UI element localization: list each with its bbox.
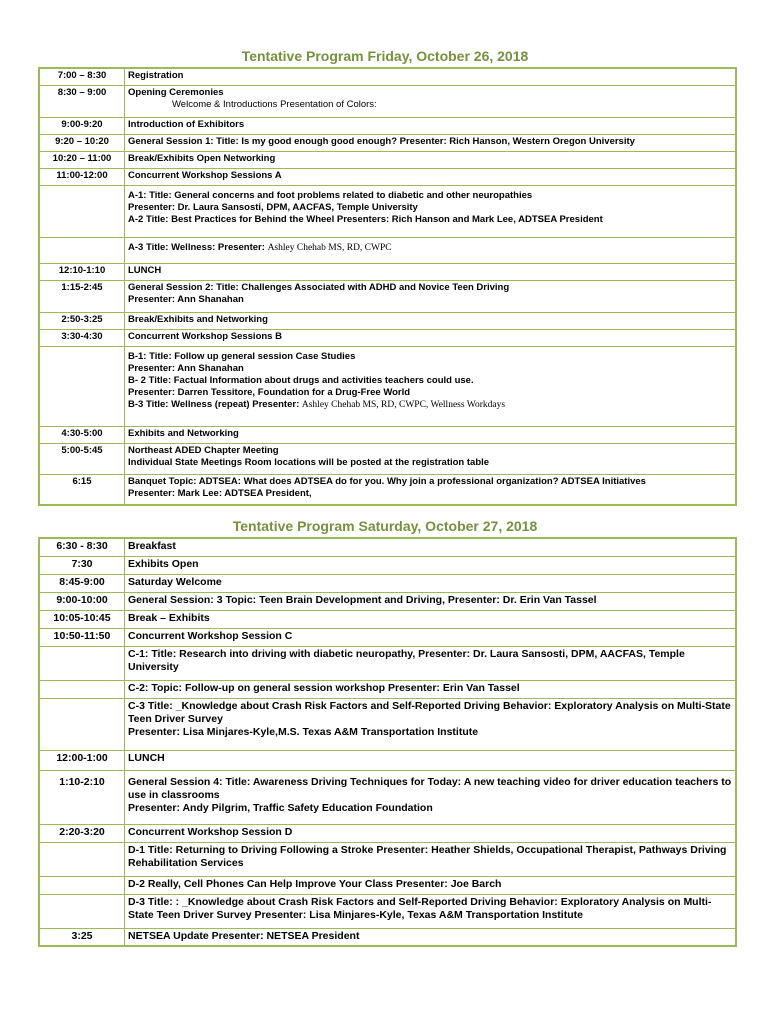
time-cell xyxy=(39,185,125,237)
event-cell: D-2 Really, Cell Phones Can Help Improve Your Class Presenter: Joe Barch xyxy=(125,876,737,894)
time-cell xyxy=(39,237,125,263)
event-cell xyxy=(125,346,737,426)
session-line: Presenter: Mark Lee: ADTSEA President, xyxy=(128,487,312,499)
session-line: Presenter: Ann Shanahan xyxy=(128,293,244,305)
session-line: A-3 Title: Wellness: Presenter: xyxy=(128,241,268,253)
time-cell: 5:00-5:45 xyxy=(39,443,125,474)
session-line: Banquet Topic: ADTSEA: What does ADTSEA do for you. Why join a professional organization? ADTSEA Initiatives xyxy=(128,475,646,487)
event-cell: D-3 Title: : _Knowledge about Crash Risk Factors and Self-Reported Driving Behavior: Exploratory Analysis on Multi-State Teen Driver Survey Presenter: Lisa Minjares-Kyle, Texas A&M Transportation Institute xyxy=(125,894,737,928)
table-row xyxy=(39,346,736,426)
time-cell xyxy=(39,698,125,750)
time-cell: 6:15 xyxy=(39,474,125,505)
time-cell: 4:30-5:00 xyxy=(39,426,125,443)
presenter-name: Ashley Chehab MS, RD, CWPC, Wellness Workdays xyxy=(301,400,506,411)
event-cell: Concurrent Workshop Sessions B xyxy=(125,329,737,346)
table-row xyxy=(39,538,736,556)
table-row xyxy=(39,876,736,894)
time-cell: 6:30 - 8:30 xyxy=(39,538,125,556)
time-cell: 3:25 xyxy=(39,928,125,946)
time-cell: 2:20-3:20 xyxy=(39,824,125,842)
time-cell: 8:30 – 9:00 xyxy=(39,85,125,117)
time-cell: 7:00 – 8:30 xyxy=(39,68,125,85)
time-cell: 7:30 xyxy=(39,556,125,574)
session-line: Northeast ADED Chapter Meeting xyxy=(128,444,279,456)
time-cell: 8:45-9:00 xyxy=(39,574,125,592)
table-row xyxy=(39,312,736,329)
table-row xyxy=(39,842,736,876)
session-line: Presenter: Darren Tessitore, Foundation for a Drug-Free World xyxy=(128,386,411,398)
event-cell: Exhibits Open xyxy=(125,556,737,574)
table-row xyxy=(39,151,736,168)
event-cell: Break/Exhibits and Networking xyxy=(125,312,737,329)
time-cell: 1:15-2:45 xyxy=(39,280,125,312)
time-cell: 9:00-10:00 xyxy=(39,592,125,610)
time-cell xyxy=(39,894,125,928)
time-cell: 12:10-1:10 xyxy=(39,263,125,280)
session-line xyxy=(128,399,732,411)
session-line: Individual State Meetings Room locations will be posted at the registration table xyxy=(128,456,490,468)
session-line: Presenter: Ann Shanahan xyxy=(128,362,244,374)
time-cell xyxy=(39,680,125,698)
event-cell: Concurrent Workshop Sessions A xyxy=(125,168,737,185)
event-cell xyxy=(125,698,737,750)
event-cell xyxy=(125,85,737,117)
event-cell: LUNCH xyxy=(125,263,737,280)
event-cell: C-2: Topic: Follow-up on general session workshop Presenter: Erin Van Tassel xyxy=(125,680,737,698)
table-row xyxy=(39,894,736,928)
session-line: Presenter: Andy Pilgrim, Traffic Safety Education Foundation xyxy=(128,802,433,815)
table-row xyxy=(39,117,736,134)
table-row xyxy=(39,329,736,346)
table-row xyxy=(39,134,736,151)
session-line: General Session 4: Title: Awareness Driving Techniques for Today: A new teaching video for driver education teachers to use in classrooms xyxy=(128,775,732,801)
time-cell: 2:50-3:25 xyxy=(39,312,125,329)
time-cell: 11:00-12:00 xyxy=(39,168,125,185)
event-cell: General Session: 3 Topic: Teen Brain Development and Driving, Presenter: Dr. Erin Van Tassel xyxy=(125,592,737,610)
session-line: Presenter: Dr. Laura Sansosti, DPM, AACFAS, Temple University xyxy=(128,201,418,213)
event-cell: LUNCH xyxy=(125,750,737,770)
saturday-schedule-table xyxy=(38,537,737,947)
session-line: C-3 Title: _Knowledge about Crash Risk Factors and Self-Reported Driving Behavior: Exploratory Analysis on Multi-State Teen Driver Survey xyxy=(128,699,731,725)
table-row xyxy=(39,750,736,770)
table-row xyxy=(39,770,736,824)
session-title: B-3 Title: Wellness (repeat) Presenter: xyxy=(128,399,302,411)
friday-schedule-table xyxy=(38,67,737,506)
event-cell xyxy=(125,770,737,824)
time-cell: 10:50-11:50 xyxy=(39,628,125,646)
time-cell: 1:10-2:10 xyxy=(39,770,125,824)
friday-program-title: Tentative Program Friday, October 26, 2018 xyxy=(241,48,529,64)
time-cell: 9:20 – 10:20 xyxy=(39,134,125,151)
session-line: B-1: Title: Follow up general session Case Studies xyxy=(128,350,356,362)
time-cell xyxy=(39,876,125,894)
time-cell: 10:05-10:45 xyxy=(39,610,125,628)
event-cell: Exhibits and Networking xyxy=(125,426,737,443)
event-cell xyxy=(125,185,737,237)
table-row xyxy=(39,556,736,574)
session-line: General Session 2: Title: Challenges Associated with ADHD and Novice Teen Driving xyxy=(128,281,510,293)
time-cell xyxy=(39,646,125,680)
table-row xyxy=(39,928,736,946)
event-cell xyxy=(125,443,737,474)
table-row xyxy=(39,646,736,680)
table-row xyxy=(39,426,736,443)
event-cell: Break – Exhibits xyxy=(125,610,737,628)
time-cell xyxy=(39,842,125,876)
table-row xyxy=(39,680,736,698)
table-row xyxy=(39,280,736,312)
presenter-name: Ashley Chehab MS, RD, CWPC xyxy=(267,242,392,253)
time-cell: 9:00-9:20 xyxy=(39,117,125,134)
time-cell: 3:30-4:30 xyxy=(39,329,125,346)
table-row xyxy=(39,610,736,628)
table-row xyxy=(39,592,736,610)
event-cell: Break/Exhibits Open Networking xyxy=(125,151,737,168)
event-cell: D-1 Title: Returning to Driving Following a Stroke Presenter: Heather Shields, Occupational Therapist, Pathways Driving Rehabilitation Services xyxy=(125,842,737,876)
event-cell xyxy=(125,474,737,505)
event-cell: Concurrent Workshop Session C xyxy=(125,628,737,646)
table-row xyxy=(39,628,736,646)
time-cell: 10:20 – 11:00 xyxy=(39,151,125,168)
time-cell xyxy=(39,346,125,426)
event-cell: Saturday Welcome xyxy=(125,574,737,592)
event-title: Opening Ceremonies xyxy=(128,86,224,98)
table-row xyxy=(39,443,736,474)
table-row xyxy=(39,185,736,237)
event-cell xyxy=(125,280,737,312)
event-cell: Introduction of Exhibitors xyxy=(125,117,737,134)
time-cell: 12:00-1:00 xyxy=(39,750,125,770)
table-row xyxy=(39,68,736,85)
session-line: B- 2 Title: Factual Information about drugs and activities teachers could use. xyxy=(128,374,474,386)
saturday-program-title: Tentative Program Saturday, October 27, 2018 xyxy=(232,518,538,534)
event-cell xyxy=(125,237,737,263)
table-row xyxy=(39,474,736,505)
table-row xyxy=(39,85,736,117)
table-row xyxy=(39,698,736,750)
event-cell: Breakfast xyxy=(125,538,737,556)
table-row xyxy=(39,263,736,280)
event-cell: General Session 1: Title: Is my good enough good enough? Presenter: Rich Hanson, Western Oregon University xyxy=(125,134,737,151)
session-line: A-2 Title: Best Practices for Behind the Wheel Presenters: Rich Hanson and Mark Lee, ADTSEA President xyxy=(128,213,603,225)
table-row xyxy=(39,824,736,842)
event-cell: Registration xyxy=(125,68,737,85)
table-row xyxy=(39,168,736,185)
table-row xyxy=(39,237,736,263)
session-line: A-1: Title: General concerns and foot problems related to diabetic and other neuropathies xyxy=(128,189,533,201)
table-row xyxy=(39,574,736,592)
event-cell: C-1: Title: Research into driving with diabetic neuropathy, Presenter: Dr. Laura Sansosti, DPM, AACFAS, Temple University xyxy=(125,646,737,680)
event-subtext: Welcome & Introductions Presentation of Colors: xyxy=(172,98,377,110)
event-cell: Concurrent Workshop Session D xyxy=(125,824,737,842)
event-cell: NETSEA Update Presenter: NETSEA President xyxy=(125,928,737,946)
session-line: Presenter: Lisa Minjares-Kyle,M.S. Texas A&M Transportation Institute xyxy=(128,726,479,739)
